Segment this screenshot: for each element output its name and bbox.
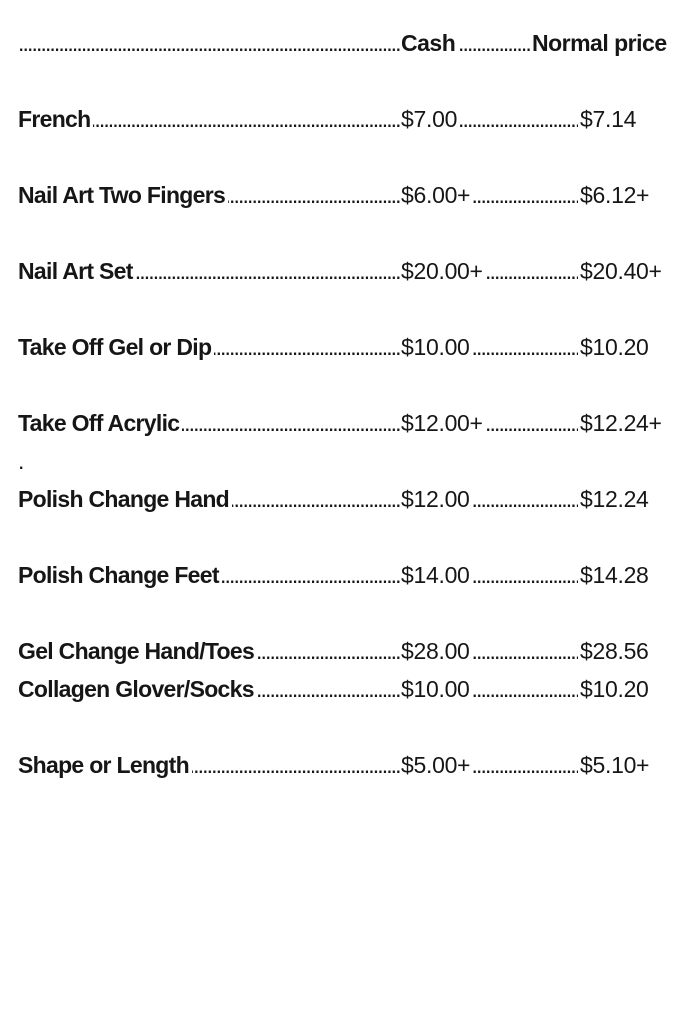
cash-price: $6.00+ — [400, 176, 473, 214]
price-row — [18, 100, 666, 138]
price-row — [18, 670, 666, 708]
header-row — [18, 24, 666, 62]
price-row — [18, 480, 666, 518]
service-name: Take Off Gel or Dip — [18, 328, 214, 366]
price-row — [18, 176, 666, 214]
cash-price: $12.00 — [400, 480, 473, 518]
normal-price: $7.14 — [578, 100, 636, 138]
blank-line — [18, 594, 666, 632]
stray-dot-line — [18, 442, 666, 480]
service-name: Collagen Glover/Socks — [18, 670, 257, 708]
cash-price: $10.00 — [400, 670, 473, 708]
cash-price: $7.00 — [400, 100, 460, 138]
column-header-cash: Cash — [400, 24, 458, 62]
normal-price: $14.28 — [578, 556, 649, 594]
blank-line — [18, 518, 666, 556]
blank-line — [18, 214, 666, 252]
service-name: Shape or Length — [18, 746, 192, 784]
cash-price: $14.00 — [400, 556, 473, 594]
normal-price: $12.24 — [578, 480, 649, 518]
normal-price: $5.10+ — [578, 746, 649, 784]
price-row — [18, 252, 666, 290]
normal-price: $12.24+ — [578, 404, 662, 442]
dot-leader — [18, 100, 580, 138]
normal-price: $10.20 — [578, 328, 649, 366]
price-row — [18, 404, 666, 442]
normal-price: $6.12+ — [578, 176, 649, 214]
column-header-normal-price: Normal price — [530, 24, 667, 62]
service-name: Gel Change Hand/Toes — [18, 632, 257, 670]
normal-price: $28.56 — [578, 632, 649, 670]
service-name: Take Off Acrylic — [18, 404, 182, 442]
price-row — [18, 632, 666, 670]
cash-price: $10.00 — [400, 328, 473, 366]
cash-price: $12.00+ — [400, 404, 486, 442]
service-name: Nail Art Two Fingers — [18, 176, 228, 214]
price-row — [18, 556, 666, 594]
price-row — [18, 746, 666, 784]
service-name: French — [18, 100, 93, 138]
blank-line — [18, 366, 666, 404]
cash-price: $20.00+ — [400, 252, 486, 290]
normal-price: $20.40+ — [578, 252, 662, 290]
cash-price: $28.00 — [400, 632, 473, 670]
normal-price: $10.20 — [578, 670, 649, 708]
cash-price: $5.00+ — [400, 746, 473, 784]
blank-line — [18, 708, 666, 746]
blank-line — [18, 290, 666, 328]
stray-dot: . — [18, 442, 24, 480]
blank-line — [18, 62, 666, 100]
service-name: Nail Art Set — [18, 252, 136, 290]
blank-line — [18, 138, 666, 176]
service-name: Polish Change Feet — [18, 556, 222, 594]
price-row — [18, 328, 666, 366]
service-name: Polish Change Hand — [18, 480, 232, 518]
